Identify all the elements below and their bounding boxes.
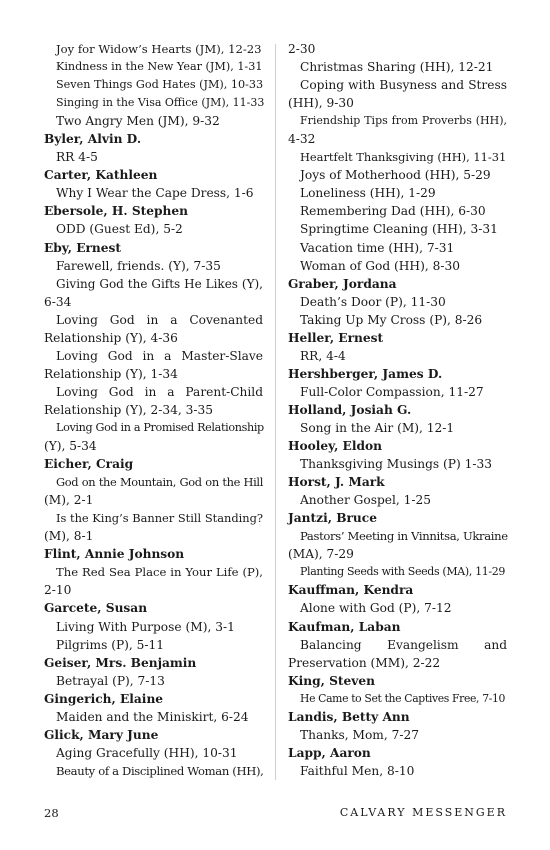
index-entry: Taking Up My Cross (P), 8-26 — [300, 312, 483, 327]
author-name: Heller, Ernest — [288, 330, 384, 345]
entry-continuation: 6-34 — [44, 294, 72, 309]
entry-continuation: 4-32 — [288, 132, 316, 147]
index-entry: Thanksgiving Musings (P) 1-33 — [300, 457, 492, 472]
index-entry: Thanks, Mom, 7-27 — [300, 727, 419, 742]
entry-continuation: Preservation (MM), 2-22 — [288, 655, 441, 670]
entry-continuation: Relationship (Y), 4-36 — [44, 330, 178, 345]
index-entry: Christmas Sharing (HH), 12-21 — [300, 60, 494, 75]
index-entry: Living With Purpose (M), 3-1 — [56, 619, 235, 634]
index-entry: Remembering Dad (HH), 6-30 — [300, 204, 486, 219]
index-entry: Joy for Widow’s Hearts (JM), 12-23 — [56, 42, 262, 56]
entry-continuation: 2-10 — [44, 583, 72, 598]
index-entry: Kindness in the New Year (JM), 1-31 — [56, 60, 263, 74]
index-entry: Springtime Cleaning (HH), 3-31 — [300, 222, 498, 237]
index-entry: Faithful Men, 8-10 — [300, 763, 415, 778]
author-name: Hooley, Eldon — [288, 439, 382, 454]
index-entry: Two Angry Men (JM), 9-32 — [56, 114, 220, 129]
index-entry: Betrayal (P), 7-13 — [56, 673, 165, 688]
entry-continuation: (Y), 5-34 — [44, 439, 97, 454]
index-column-right — [288, 40, 507, 780]
index-entry: Balancing Evangelism and — [300, 637, 507, 652]
author-name: Holland, Josiah G. — [288, 402, 412, 417]
index-entry: Singing in the Visa Office (JM), 11-33 — [56, 96, 265, 110]
author-name: Kauffman, Kendra — [288, 583, 414, 598]
entry-continuation: Relationship (Y), 2-34, 3-35 — [44, 402, 214, 417]
author-name: Kaufman, Laban — [288, 619, 401, 634]
index-entry: Heartfelt Thanksgiving (HH), 11-31 — [300, 150, 507, 165]
index-entry: Loneliness (HH), 1-29 — [300, 186, 436, 201]
index-entry: God on the Mountain, God on the Hill — [56, 475, 263, 490]
entry-continuation: (MA), 7-29 — [288, 547, 354, 562]
index-entry: Coping with Busyness and Stress — [300, 78, 507, 93]
author-name: Landis, Betty Ann — [288, 709, 410, 724]
index-entry: Another Gospel, 1-25 — [300, 493, 432, 508]
index-entry: Woman of God (HH), 8-30 — [300, 258, 460, 273]
index-entry: Why I Wear the Cape Dress, 1-6 — [56, 186, 254, 201]
entry-continuation: 2-30 — [288, 42, 316, 56]
index-entry: Farewell, friends. (Y), 7-35 — [56, 258, 221, 273]
entry-continuation: Relationship (Y), 1-34 — [44, 366, 178, 381]
index-entry: Is the King’s Banner Still Standing? — [56, 511, 263, 526]
author-name: Lapp, Aaron — [288, 745, 371, 760]
index-entry: Maiden and the Miniskirt, 6-24 — [56, 709, 249, 724]
entry-continuation: (HH), 9-30 — [288, 96, 354, 111]
index-entry: ODD (Guest Ed), 5-2 — [56, 222, 183, 237]
author-name: King, Steven — [288, 673, 375, 688]
index-entry: RR 4-5 — [56, 150, 98, 165]
author-name: Eicher, Craig — [44, 457, 134, 472]
index-entry: RR, 4-4 — [300, 348, 346, 363]
index-entry: Loving God in a Parent-Child — [56, 384, 263, 399]
index-entry: Loving God in a Promised Relationship — [56, 420, 264, 434]
author-name: Horst, J. Mark — [288, 475, 385, 490]
author-name: Carter, Kathleen — [44, 168, 158, 183]
index-entry: He Came to Set the Captives Free, 7-10 — [300, 691, 506, 705]
index-entry: Loving God in a Master-Slave — [56, 348, 263, 363]
column-divider — [275, 44, 276, 780]
author-name: Jantzi, Bruce — [288, 511, 377, 526]
author-name: Gingerich, Elaine — [44, 691, 164, 706]
index-entry: Seven Things God Hates (JM), 10-33 — [56, 78, 264, 92]
author-name: Garcete, Susan — [44, 601, 148, 616]
index-entry: Planting Seeds with Seeds (MA), 11-29 — [300, 565, 506, 579]
index-column-left — [44, 40, 263, 780]
index-entry: Loving God in a Covenanted — [56, 312, 263, 327]
author-name: Glick, Mary June — [44, 727, 159, 742]
index-entry: Pastors’ Meeting in Vinnitsa, Ukraine — [300, 529, 508, 544]
index-entry: Giving God the Gifts He Likes (Y), — [56, 276, 263, 291]
entry-continuation: (M), 8-1 — [44, 529, 94, 544]
index-entry: Aging Gracefully (HH), 10-31 — [56, 745, 238, 760]
index-entry: Alone with God (P), 7-12 — [300, 601, 452, 616]
index-entry: Pilgrims (P), 5-11 — [56, 637, 165, 652]
author-name: Geiser, Mrs. Benjamin — [44, 655, 197, 670]
page-number: 28 — [44, 806, 59, 820]
author-name: Graber, Jordana — [288, 276, 397, 291]
index-entry: Vacation time (HH), 7-31 — [300, 240, 455, 255]
author-name: Ebersole, H. Stephen — [44, 204, 189, 219]
publication-name: CALVARY MESSENGER — [339, 806, 507, 819]
index-entry: The Red Sea Place in Your Life (P), — [56, 565, 263, 580]
entry-continuation: (M), 2-1 — [44, 493, 94, 508]
index-entry: Death’s Door (P), 11-30 — [300, 294, 446, 309]
page-footer — [44, 806, 507, 822]
index-entry: Song in the Air (M), 12-1 — [300, 420, 455, 435]
author-name: Hershberger, James D. — [288, 366, 443, 381]
index-entry: Beauty of a Disciplined Woman (HH), — [56, 763, 264, 778]
index-entry: Joys of Motherhood (HH), 5-29 — [300, 168, 491, 183]
author-name: Flint, Annie Johnson — [44, 547, 185, 562]
author-name: Byler, Alvin D. — [44, 132, 142, 147]
index-entry: Friendship Tips from Proverbs (HH), — [300, 114, 507, 128]
author-name: Eby, Ernest — [44, 240, 122, 255]
index-entry: Full-Color Compassion, 11-27 — [300, 384, 484, 399]
